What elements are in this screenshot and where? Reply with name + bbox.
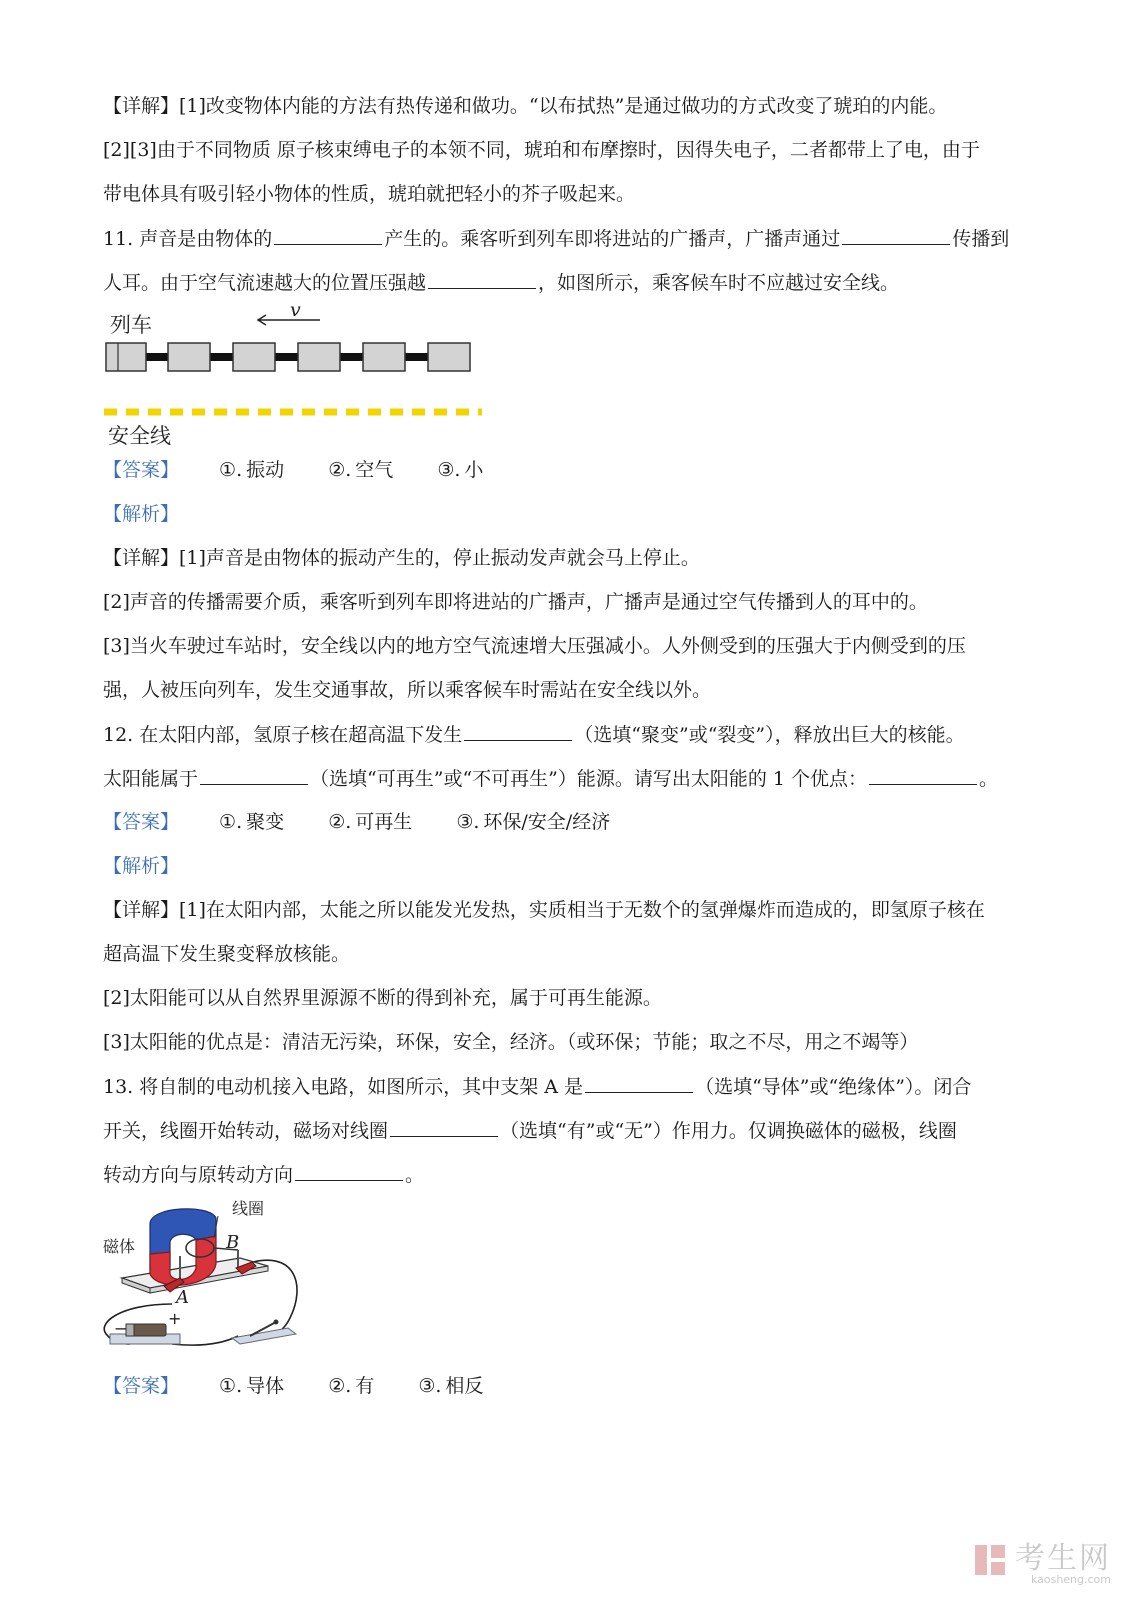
answer-text: 小 bbox=[464, 459, 484, 481]
answer-text: 环保/安全/经济 bbox=[483, 811, 611, 833]
train-car bbox=[428, 343, 470, 371]
q11-stem-line-2 bbox=[103, 270, 899, 295]
train-car bbox=[168, 343, 210, 371]
answer-text: 有 bbox=[355, 1375, 375, 1397]
answer-num: ①. bbox=[219, 459, 243, 481]
q13-stem-text: 转动方向与原转动方向 bbox=[103, 1164, 294, 1186]
answer-blank bbox=[464, 722, 572, 741]
answer-num: ①. bbox=[219, 811, 243, 833]
train-coupling-bar bbox=[106, 353, 470, 361]
q13-stem-line-3 bbox=[103, 1162, 424, 1187]
answer-num: ②. bbox=[328, 459, 352, 481]
q12-stem-text: （选填“可再生”或“不可再生”）能源。请写出太阳能的 1 个优点： bbox=[310, 768, 868, 790]
circuit-wire bbox=[172, 1336, 238, 1345]
q12-stem-text: （选填“聚变”或“裂变”），释放出巨大的核能。 bbox=[574, 724, 965, 746]
q12-stem-text: 。 bbox=[979, 768, 999, 790]
q13-stem-text: 13. 将自制的电动机接入电路，如图所示，其中支架 A 是 bbox=[103, 1076, 584, 1098]
q11-stem-line-1 bbox=[103, 226, 1009, 251]
safety-line-label: 安全线 bbox=[108, 424, 171, 448]
answer-blank bbox=[200, 766, 308, 785]
q13-stem-line-2 bbox=[103, 1118, 957, 1143]
q11-stem-text: 产生的。乘客听到列车即将进站的广播声，广播声通过 bbox=[384, 228, 841, 250]
q11-answer-2 bbox=[328, 458, 393, 482]
support-a-label: A bbox=[176, 1287, 189, 1308]
answer-num: ②. bbox=[328, 1375, 352, 1397]
answer-blank bbox=[585, 1074, 693, 1093]
motor-circuit-figure bbox=[100, 1196, 310, 1356]
switch-base bbox=[232, 1328, 296, 1344]
magnet-label: 磁体 bbox=[103, 1237, 136, 1256]
velocity-label: v bbox=[290, 299, 301, 321]
q11-detail-line-4: 强，人被压向列车，发生交通事故，所以乘客候车时需站在安全线以外。 bbox=[103, 679, 712, 701]
answer-text: 空气 bbox=[355, 459, 394, 481]
q11-detail-line-2: [2]声音的传播需要介质，乘客听到列车即将进站的广播声，广播声是通过空气传播到人的耳中的。 bbox=[103, 591, 928, 613]
q10-detail-line-2: [2][3]由于不同物质 原子核束缚电子的本领不同，琥珀和布摩擦时，因得失电子，二者都带上了电，由于 bbox=[103, 139, 980, 161]
q13-stem-text: 开关，线圈开始转动，磁场对线圈 bbox=[103, 1120, 389, 1142]
coil-label: 线圈 bbox=[232, 1199, 265, 1218]
answer-tag: 【答案】 bbox=[103, 1375, 180, 1397]
q12-stem-text: 12. 在太阳内部，氢原子核在超高温下发生 bbox=[103, 724, 463, 746]
q11-stem-text: 传播到 bbox=[952, 228, 1010, 250]
q12-detail-line-4: [3]太阳能的优点是：清洁无污染，环保，安全，经济。（或环保；节能；取之不尽，用之不竭等） bbox=[103, 1031, 919, 1053]
answer-tag: 【答案】 bbox=[103, 459, 180, 481]
q11-answer-3 bbox=[437, 458, 483, 482]
q12-detail-line-2: 超高温下发生聚变释放核能。 bbox=[103, 943, 351, 965]
answer-blank bbox=[295, 1162, 403, 1181]
watermark-text: 考生网 bbox=[1015, 1541, 1111, 1576]
q11-detail-line-3: [3]当火车驶过车站时，安全线以内的地方空气流速增大压强减小。人外侧受到的压强大于内侧受到的压 bbox=[103, 635, 966, 657]
q13-stem-line-1 bbox=[103, 1074, 971, 1099]
answer-text: 聚变 bbox=[246, 811, 285, 833]
q11-answer-1 bbox=[219, 458, 284, 482]
q13-answer-3 bbox=[418, 1374, 483, 1398]
q12-answer-2 bbox=[328, 810, 412, 834]
answer-blank bbox=[274, 226, 382, 245]
answer-blank bbox=[842, 226, 950, 245]
answer-text: 导体 bbox=[246, 1375, 285, 1397]
q11-analysis-tag: 【解析】 bbox=[103, 503, 180, 525]
q11-detail-line-1: 【详解】[1]声音是由物体的振动产生的，停止振动发声就会马上停止。 bbox=[103, 547, 700, 569]
q13-answer-2 bbox=[328, 1374, 374, 1398]
train-car bbox=[106, 343, 146, 371]
answer-text: 相反 bbox=[445, 1375, 484, 1397]
q12-answer-3 bbox=[456, 810, 610, 834]
q12-answer-1 bbox=[219, 810, 284, 834]
answer-blank bbox=[390, 1118, 498, 1137]
q12-answer-row bbox=[103, 810, 648, 834]
q12-stem-text: 太阳能属于 bbox=[103, 768, 199, 790]
support-b-label: B bbox=[226, 1232, 240, 1253]
q13-answer-1 bbox=[219, 1374, 284, 1398]
q12-detail-line-1: 【详解】[1]在太阳内部，太能之所以能发光发热，实质相当于无数个的氢弹爆炸而造成的，即氢原子核在 bbox=[103, 899, 985, 921]
battery-minus-label: − bbox=[114, 1319, 128, 1338]
q12-stem-line-2 bbox=[103, 766, 998, 791]
answer-blank bbox=[869, 766, 977, 785]
watermark-logo-icon bbox=[973, 1543, 1007, 1577]
q11-stem-text: 11. 声音是由物体的 bbox=[103, 228, 273, 250]
q12-stem-line-1 bbox=[103, 722, 965, 747]
q10-detail-line-1: 【详解】[1]改变物体内能的方法有热传递和做功。“以布拭热”是通过做功的方式改变了琥珀的内能。 bbox=[103, 95, 948, 117]
answer-num: ①. bbox=[219, 1375, 243, 1397]
answer-num: ②. bbox=[328, 811, 352, 833]
q12-detail-line-3: [2]太阳能可以从自然界里源源不断的得到补充，属于可再生能源。 bbox=[103, 987, 662, 1009]
watermark bbox=[973, 1533, 1111, 1586]
q11-answer-row bbox=[103, 458, 521, 482]
switch-knob bbox=[274, 1320, 279, 1325]
battery-plus-label: + bbox=[168, 1309, 182, 1328]
answer-text: 可再生 bbox=[355, 811, 413, 833]
q13-stem-text: 。 bbox=[405, 1164, 425, 1186]
answer-text: 振动 bbox=[246, 459, 285, 481]
q12-analysis-tag: 【解析】 bbox=[103, 855, 180, 877]
q13-stem-text: （选填“导体”或“绝缘体”）。闭合 bbox=[695, 1076, 972, 1098]
q11-stem-text: 人耳。由于空气流速越大的位置压强越 bbox=[103, 272, 427, 294]
q13-answer-row bbox=[103, 1374, 521, 1398]
train-car bbox=[363, 343, 405, 371]
train-car bbox=[233, 343, 275, 371]
answer-num: ③. bbox=[418, 1375, 442, 1397]
q11-stem-text: ，如图所示，乘客候车时不应越过安全线。 bbox=[538, 272, 900, 294]
train-car bbox=[298, 343, 340, 371]
watermark-url: kaosheng.com bbox=[1030, 1573, 1111, 1586]
train-label: 列车 bbox=[110, 313, 152, 337]
q10-detail-line-3: 带电体具有吸引轻小物体的性质，琥珀就把轻小的芥子吸起来。 bbox=[103, 183, 636, 205]
train-safety-line-figure bbox=[100, 296, 500, 456]
answer-blank bbox=[428, 270, 536, 289]
answer-num: ③. bbox=[456, 811, 480, 833]
answer-tag: 【答案】 bbox=[103, 811, 180, 833]
answer-num: ③. bbox=[437, 459, 461, 481]
q13-stem-text: （选填“有”或“无”）作用力。仅调换磁体的磁极，线圈 bbox=[500, 1120, 957, 1142]
